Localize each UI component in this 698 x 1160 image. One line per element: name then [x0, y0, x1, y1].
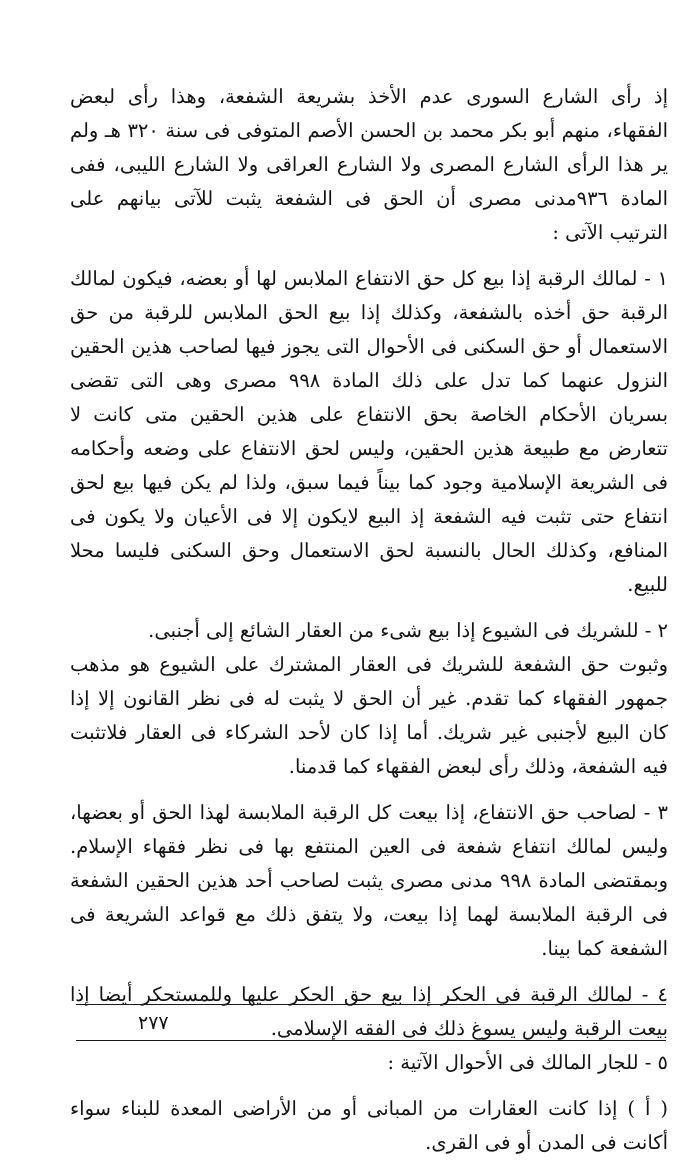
paragraph-item-4: ٤ - لمالك الرقبة فى الحكر إذا بيع حق الحكر عليها وللمستحكر أيضا إذا بيعت الرقبة وليس يسوغ ذلك فى الفقه الإسلامى. [70, 983, 668, 1040]
paragraph-item-2-detail: وثبوت حق الشفعة للشريك فى العقار المشترك على الشيوع هو مذهب جمهور الفقهاء كما تقدم. غير أن الحق لا يثبت له فى نظر القانون إلا إذا كان البيع لأجنبى غير شريك. أما إذا كان لأحد الشركاء فى العقار فلاتثبت فيه الشفعة، وذلك رأى لبعض الفقهاء كما قدمنا. [70, 653, 668, 778]
page-body [70, 80, 668, 1160]
paragraph-item-2: ٢ - للشريك فى الشيوع إذا بيع شىء من العقار الشائع إلى أجنبى. [148, 619, 668, 642]
page-number: ٢٧٧ [138, 1012, 169, 1034]
paragraph-item-1: ١ - لمالك الرقبة إذا بيع كل حق الانتفاع الملابس لها أو بعضه، فيكون لمالك الرقبة حق أخذه بالشفعة، وكذلك إذا بيع الحق الملابس للرقبة من حق الاستعمال أو حق السكنى فى الأحوال التى يجوز فيها لصاحب هذين الحقين النزول عنهما كما تدل على ذلك المادة ٩٩٨ مصرى وهى التى تقضى بسريان الأحكام الخاصة بحق الانتفاع على هذين الحقين متى كانت لا تتعارض مع طبيعة هذين الحقين، وليس لحق الانتفاع على وضعه وأحكامه فى الشريعة الإسلامية وجود كما بيناً فيما سبق، ولذا لم يكن فيها بيع لحق انتفاع حتى تثبت فيه الشفعة إذ البيع لايكون إلا فى الأعيان ولا يكون فى المنافع، وكذلك الحال بالنسبة لحق الاستعمال وحق السكنى فليسا محلا للبيع. [70, 267, 669, 596]
footer-rule-top [76, 1004, 666, 1005]
paragraph-item-5a: ( أ ) إذا كانت العقارات من المبانى أو من الأراضى المعدة للبناء سواء أكانت فى المدن أو فى القرى. [70, 1097, 668, 1154]
paragraph-item-3: ٣ - لصاحب حق الانتفاع، إذا بيعت كل الرقبة الملابسة لهذا الحق أو بعضها، وليس لمالك انتفاع شفعة فى العين المنتفع بها فى نظر فقهاء الإسلام. وبمقتضى المادة ٩٩٨ مدنى مصرى يثبت لصاحب أحد هذين الحقين الشفعة فى الرقبة الملابسة لهما إذا بيعت، ولا يتفق ذلك مع قواعد الشريعة فى الشفعة كما بينا. [70, 801, 669, 960]
paragraph-item-5: ٥ - للجار المالك فى الأحوال الآتية : [387, 1051, 668, 1074]
paragraph-intro: إذ رأى الشارع السورى عدم الأخذ بشريعة الشفعة، وهذا رأى لبعض الفقهاء، منهم أبو بكر محمد بن الحسن الأصم المتوفى فى سنة ٣٢٠ هـ ولم ير هذا الرأى الشارع المصرى ولا الشارع العراقى ولا الشارع الليبى، ففى المادة ٩٣٦مدنى مصرى أن الحق فى الشفعة يثبت للآتى بيانهم على الترتيب الآتى : [70, 85, 669, 244]
footer-rule-bottom [76, 1040, 666, 1041]
